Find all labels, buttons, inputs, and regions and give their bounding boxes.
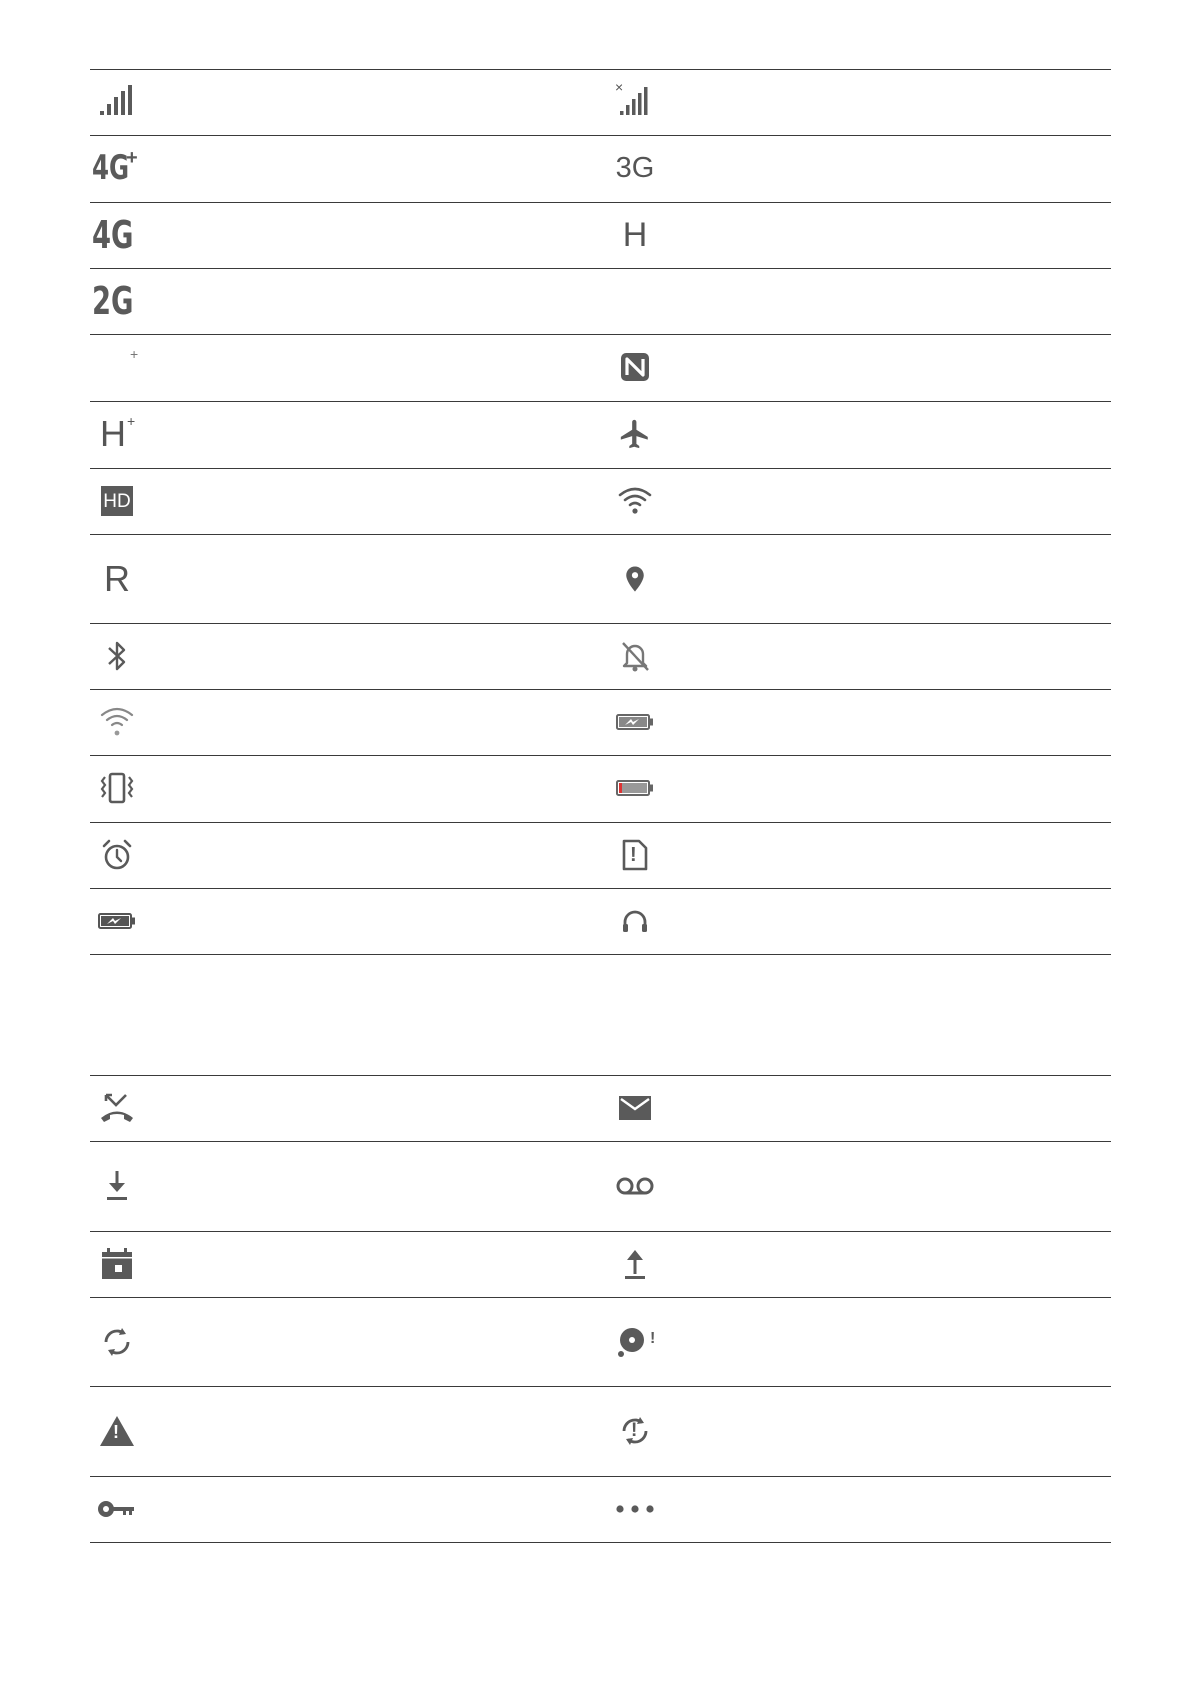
headset-icon — [610, 899, 660, 943]
3g-icon — [610, 146, 660, 190]
vibrate-icon — [92, 766, 142, 810]
email-icon — [610, 1086, 660, 1130]
roaming-label: R — [104, 558, 130, 599]
3g-label: 3G — [615, 151, 655, 184]
wifi-icon — [610, 479, 660, 523]
battery-full-icon — [92, 899, 142, 943]
vpn-key-icon — [92, 1487, 142, 1531]
4g-plus-sup: + — [126, 147, 138, 169]
table-rule — [90, 1476, 1111, 1477]
storage-full-icon — [610, 1320, 660, 1364]
hspa-icon — [610, 213, 660, 257]
upload-icon — [610, 1242, 660, 1286]
battery-low-icon — [610, 766, 660, 810]
hspa-plus-label: H — [100, 413, 126, 454]
roaming-icon — [92, 557, 142, 601]
sync-failed-icon — [610, 1409, 660, 1453]
table-rule — [90, 689, 1111, 690]
hspa-plus-icon — [92, 412, 142, 456]
nfc-icon — [610, 345, 660, 389]
table-rule — [90, 954, 1111, 955]
hd-voice-icon — [92, 479, 142, 523]
no-signal-icon — [610, 78, 660, 122]
4g-icon — [92, 213, 142, 257]
4g-label: 4G — [92, 213, 134, 257]
table-rule — [90, 623, 1111, 624]
table-rule — [90, 1141, 1111, 1142]
airplane-icon — [610, 412, 660, 456]
table-rule — [90, 888, 1111, 889]
table-rule — [90, 755, 1111, 756]
location-icon — [610, 557, 660, 601]
wifi-no-internet-icon — [92, 700, 142, 744]
table-rule — [90, 135, 1111, 136]
hd-label: HD — [103, 490, 131, 512]
bluetooth-icon — [92, 634, 142, 678]
table-rule — [90, 334, 1111, 335]
table-rule — [90, 822, 1111, 823]
warning-icon — [92, 1409, 142, 1453]
table-rule — [90, 1386, 1111, 1387]
4g-plus-label: 4G — [92, 148, 130, 188]
plus-mark-icon — [110, 345, 160, 389]
table-rule — [90, 401, 1111, 402]
signal-strength-icon — [92, 78, 142, 122]
download-icon — [92, 1164, 142, 1208]
plus-mark-label: + — [130, 346, 139, 362]
sim-error-icon — [610, 833, 660, 877]
battery-charging-icon — [610, 700, 660, 744]
table-rule — [90, 1231, 1111, 1232]
table-rule — [90, 534, 1111, 535]
table-rule — [90, 1542, 1111, 1543]
more-notifications-icon — [610, 1487, 660, 1531]
2g-label: 2G — [92, 279, 134, 323]
table-rule — [90, 202, 1111, 203]
sync-failed-mark: ! — [631, 1420, 638, 1441]
no-signal-cross: × — [615, 79, 624, 95]
2g-icon — [92, 279, 142, 323]
calendar-event-icon — [92, 1242, 142, 1286]
silent-mode-icon — [610, 634, 660, 678]
table-rule — [90, 468, 1111, 469]
sim-error-mark: ! — [630, 844, 637, 866]
4g-plus-icon — [92, 146, 142, 190]
table-rule — [90, 1297, 1111, 1298]
table-rule — [90, 69, 1111, 70]
storage-full-mark: ! — [650, 1330, 656, 1347]
table-rule — [90, 1075, 1111, 1076]
sync-icon — [92, 1320, 142, 1364]
missed-call-icon — [92, 1086, 142, 1130]
table-rule — [90, 268, 1111, 269]
voicemail-icon — [610, 1164, 660, 1208]
alarm-icon — [92, 833, 142, 877]
warning-mark: ! — [113, 1422, 119, 1442]
hspa-label: H — [622, 216, 648, 254]
hspa-plus-sup: + — [127, 413, 136, 429]
